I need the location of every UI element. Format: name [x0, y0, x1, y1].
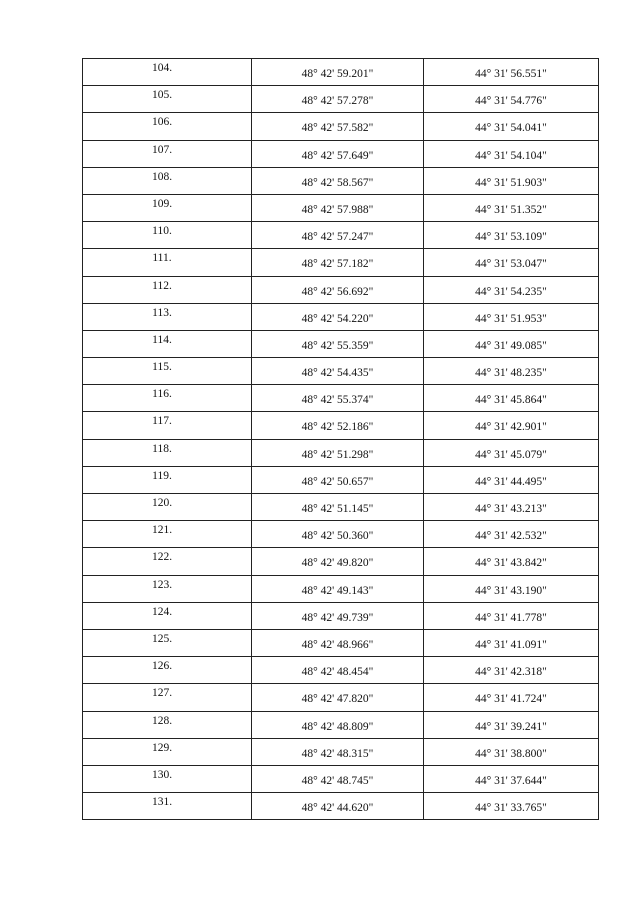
- latitude-cell: 48° 42' 48.315": [252, 738, 424, 765]
- table-row: [83, 521, 599, 548]
- longitude-cell: 44° 31' 37.644": [424, 765, 599, 792]
- longitude-cell: 44° 31' 39.241": [424, 711, 599, 738]
- longitude-cell: 44° 31' 54.776": [424, 86, 599, 113]
- table-row: [83, 113, 599, 140]
- point-number-cell: 127.: [83, 684, 252, 711]
- point-number-cell: 112.: [83, 276, 252, 303]
- point-number-cell: 120.: [83, 494, 252, 521]
- latitude-cell: 48° 42' 52.186": [252, 412, 424, 439]
- table-row: [83, 385, 599, 412]
- table-row: [83, 738, 599, 765]
- longitude-cell: 44° 31' 49.085": [424, 330, 599, 357]
- point-number-cell: 123.: [83, 575, 252, 602]
- longitude-cell: 44° 31' 51.903": [424, 167, 599, 194]
- table-row: [83, 330, 599, 357]
- point-number-cell: 131.: [83, 793, 252, 820]
- point-number-cell: 115.: [83, 358, 252, 385]
- latitude-cell: 48° 42' 47.820": [252, 684, 424, 711]
- longitude-cell: 44° 31' 43.213": [424, 494, 599, 521]
- longitude-cell: 44° 31' 43.842": [424, 548, 599, 575]
- table-row: [83, 412, 599, 439]
- table-row: [83, 194, 599, 221]
- point-number-cell: 124.: [83, 602, 252, 629]
- longitude-cell: 44° 31' 56.551": [424, 59, 599, 86]
- point-number-cell: 105.: [83, 86, 252, 113]
- table-row: [83, 466, 599, 493]
- point-number-cell: 125.: [83, 629, 252, 656]
- longitude-cell: 44° 31' 45.864": [424, 385, 599, 412]
- latitude-cell: 48° 42' 50.657": [252, 466, 424, 493]
- point-number-cell: 109.: [83, 194, 252, 221]
- latitude-cell: 48° 42' 58.567": [252, 167, 424, 194]
- longitude-cell: 44° 31' 48.235": [424, 358, 599, 385]
- point-number-cell: 108.: [83, 167, 252, 194]
- longitude-cell: 44° 31' 43.190": [424, 575, 599, 602]
- latitude-cell: 48° 42' 51.298": [252, 439, 424, 466]
- latitude-cell: 48° 42' 49.820": [252, 548, 424, 575]
- latitude-cell: 48° 42' 49.143": [252, 575, 424, 602]
- table-row: [83, 249, 599, 276]
- point-number-cell: 114.: [83, 330, 252, 357]
- table-row: [83, 711, 599, 738]
- longitude-cell: 44° 31' 33.765": [424, 793, 599, 820]
- coordinates-table-body: [83, 59, 599, 820]
- latitude-cell: 48° 42' 55.359": [252, 330, 424, 357]
- longitude-cell: 44° 31' 54.041": [424, 113, 599, 140]
- point-number-cell: 119.: [83, 466, 252, 493]
- point-number-cell: 107.: [83, 140, 252, 167]
- latitude-cell: 48° 42' 57.182": [252, 249, 424, 276]
- table-row: [83, 303, 599, 330]
- latitude-cell: 48° 42' 57.988": [252, 194, 424, 221]
- point-number-cell: 122.: [83, 548, 252, 575]
- longitude-cell: 44° 31' 53.109": [424, 222, 599, 249]
- latitude-cell: 48° 42' 48.454": [252, 657, 424, 684]
- latitude-cell: 48° 42' 48.745": [252, 765, 424, 792]
- table-row: [83, 276, 599, 303]
- longitude-cell: 44° 31' 51.953": [424, 303, 599, 330]
- longitude-cell: 44° 31' 41.724": [424, 684, 599, 711]
- point-number-cell: 110.: [83, 222, 252, 249]
- table-row: [83, 793, 599, 820]
- point-number-cell: 128.: [83, 711, 252, 738]
- table-row: [83, 575, 599, 602]
- longitude-cell: 44° 31' 54.235": [424, 276, 599, 303]
- latitude-cell: 48° 42' 50.360": [252, 521, 424, 548]
- latitude-cell: 48° 42' 57.649": [252, 140, 424, 167]
- latitude-cell: 48° 42' 56.692": [252, 276, 424, 303]
- table-row: [83, 602, 599, 629]
- table-row: [83, 439, 599, 466]
- latitude-cell: 48° 42' 54.220": [252, 303, 424, 330]
- latitude-cell: 48° 42' 54.435": [252, 358, 424, 385]
- table-row: [83, 494, 599, 521]
- point-number-cell: 113.: [83, 303, 252, 330]
- table-row: [83, 765, 599, 792]
- longitude-cell: 44° 31' 42.318": [424, 657, 599, 684]
- point-number-cell: 106.: [83, 113, 252, 140]
- table-row: [83, 167, 599, 194]
- longitude-cell: 44° 31' 45.079": [424, 439, 599, 466]
- point-number-cell: 130.: [83, 765, 252, 792]
- longitude-cell: 44° 31' 42.901": [424, 412, 599, 439]
- longitude-cell: 44° 31' 44.495": [424, 466, 599, 493]
- point-number-cell: 121.: [83, 521, 252, 548]
- longitude-cell: 44° 31' 38.800": [424, 738, 599, 765]
- point-number-cell: 111.: [83, 249, 252, 276]
- point-number-cell: 116.: [83, 385, 252, 412]
- latitude-cell: 48° 42' 59.201": [252, 59, 424, 86]
- latitude-cell: 48° 42' 57.582": [252, 113, 424, 140]
- point-number-cell: 129.: [83, 738, 252, 765]
- latitude-cell: 48° 42' 49.739": [252, 602, 424, 629]
- table-row: [83, 358, 599, 385]
- table-row: [83, 59, 599, 86]
- table-row: [83, 222, 599, 249]
- longitude-cell: 44° 31' 51.352": [424, 194, 599, 221]
- point-number-cell: 104.: [83, 59, 252, 86]
- latitude-cell: 48° 42' 48.966": [252, 629, 424, 656]
- point-number-cell: 118.: [83, 439, 252, 466]
- latitude-cell: 48° 42' 57.278": [252, 86, 424, 113]
- table-row: [83, 86, 599, 113]
- longitude-cell: 44° 31' 42.532": [424, 521, 599, 548]
- coordinates-table: [82, 58, 599, 820]
- longitude-cell: 44° 31' 41.778": [424, 602, 599, 629]
- longitude-cell: 44° 31' 41.091": [424, 629, 599, 656]
- table-row: [83, 140, 599, 167]
- longitude-cell: 44° 31' 53.047": [424, 249, 599, 276]
- latitude-cell: 48° 42' 48.809": [252, 711, 424, 738]
- table-row: [83, 657, 599, 684]
- latitude-cell: 48° 42' 44.620": [252, 793, 424, 820]
- point-number-cell: 126.: [83, 657, 252, 684]
- latitude-cell: 48° 42' 51.145": [252, 494, 424, 521]
- table-row: [83, 684, 599, 711]
- latitude-cell: 48° 42' 57.247": [252, 222, 424, 249]
- point-number-cell: 117.: [83, 412, 252, 439]
- table-row: [83, 629, 599, 656]
- longitude-cell: 44° 31' 54.104": [424, 140, 599, 167]
- latitude-cell: 48° 42' 55.374": [252, 385, 424, 412]
- table-row: [83, 548, 599, 575]
